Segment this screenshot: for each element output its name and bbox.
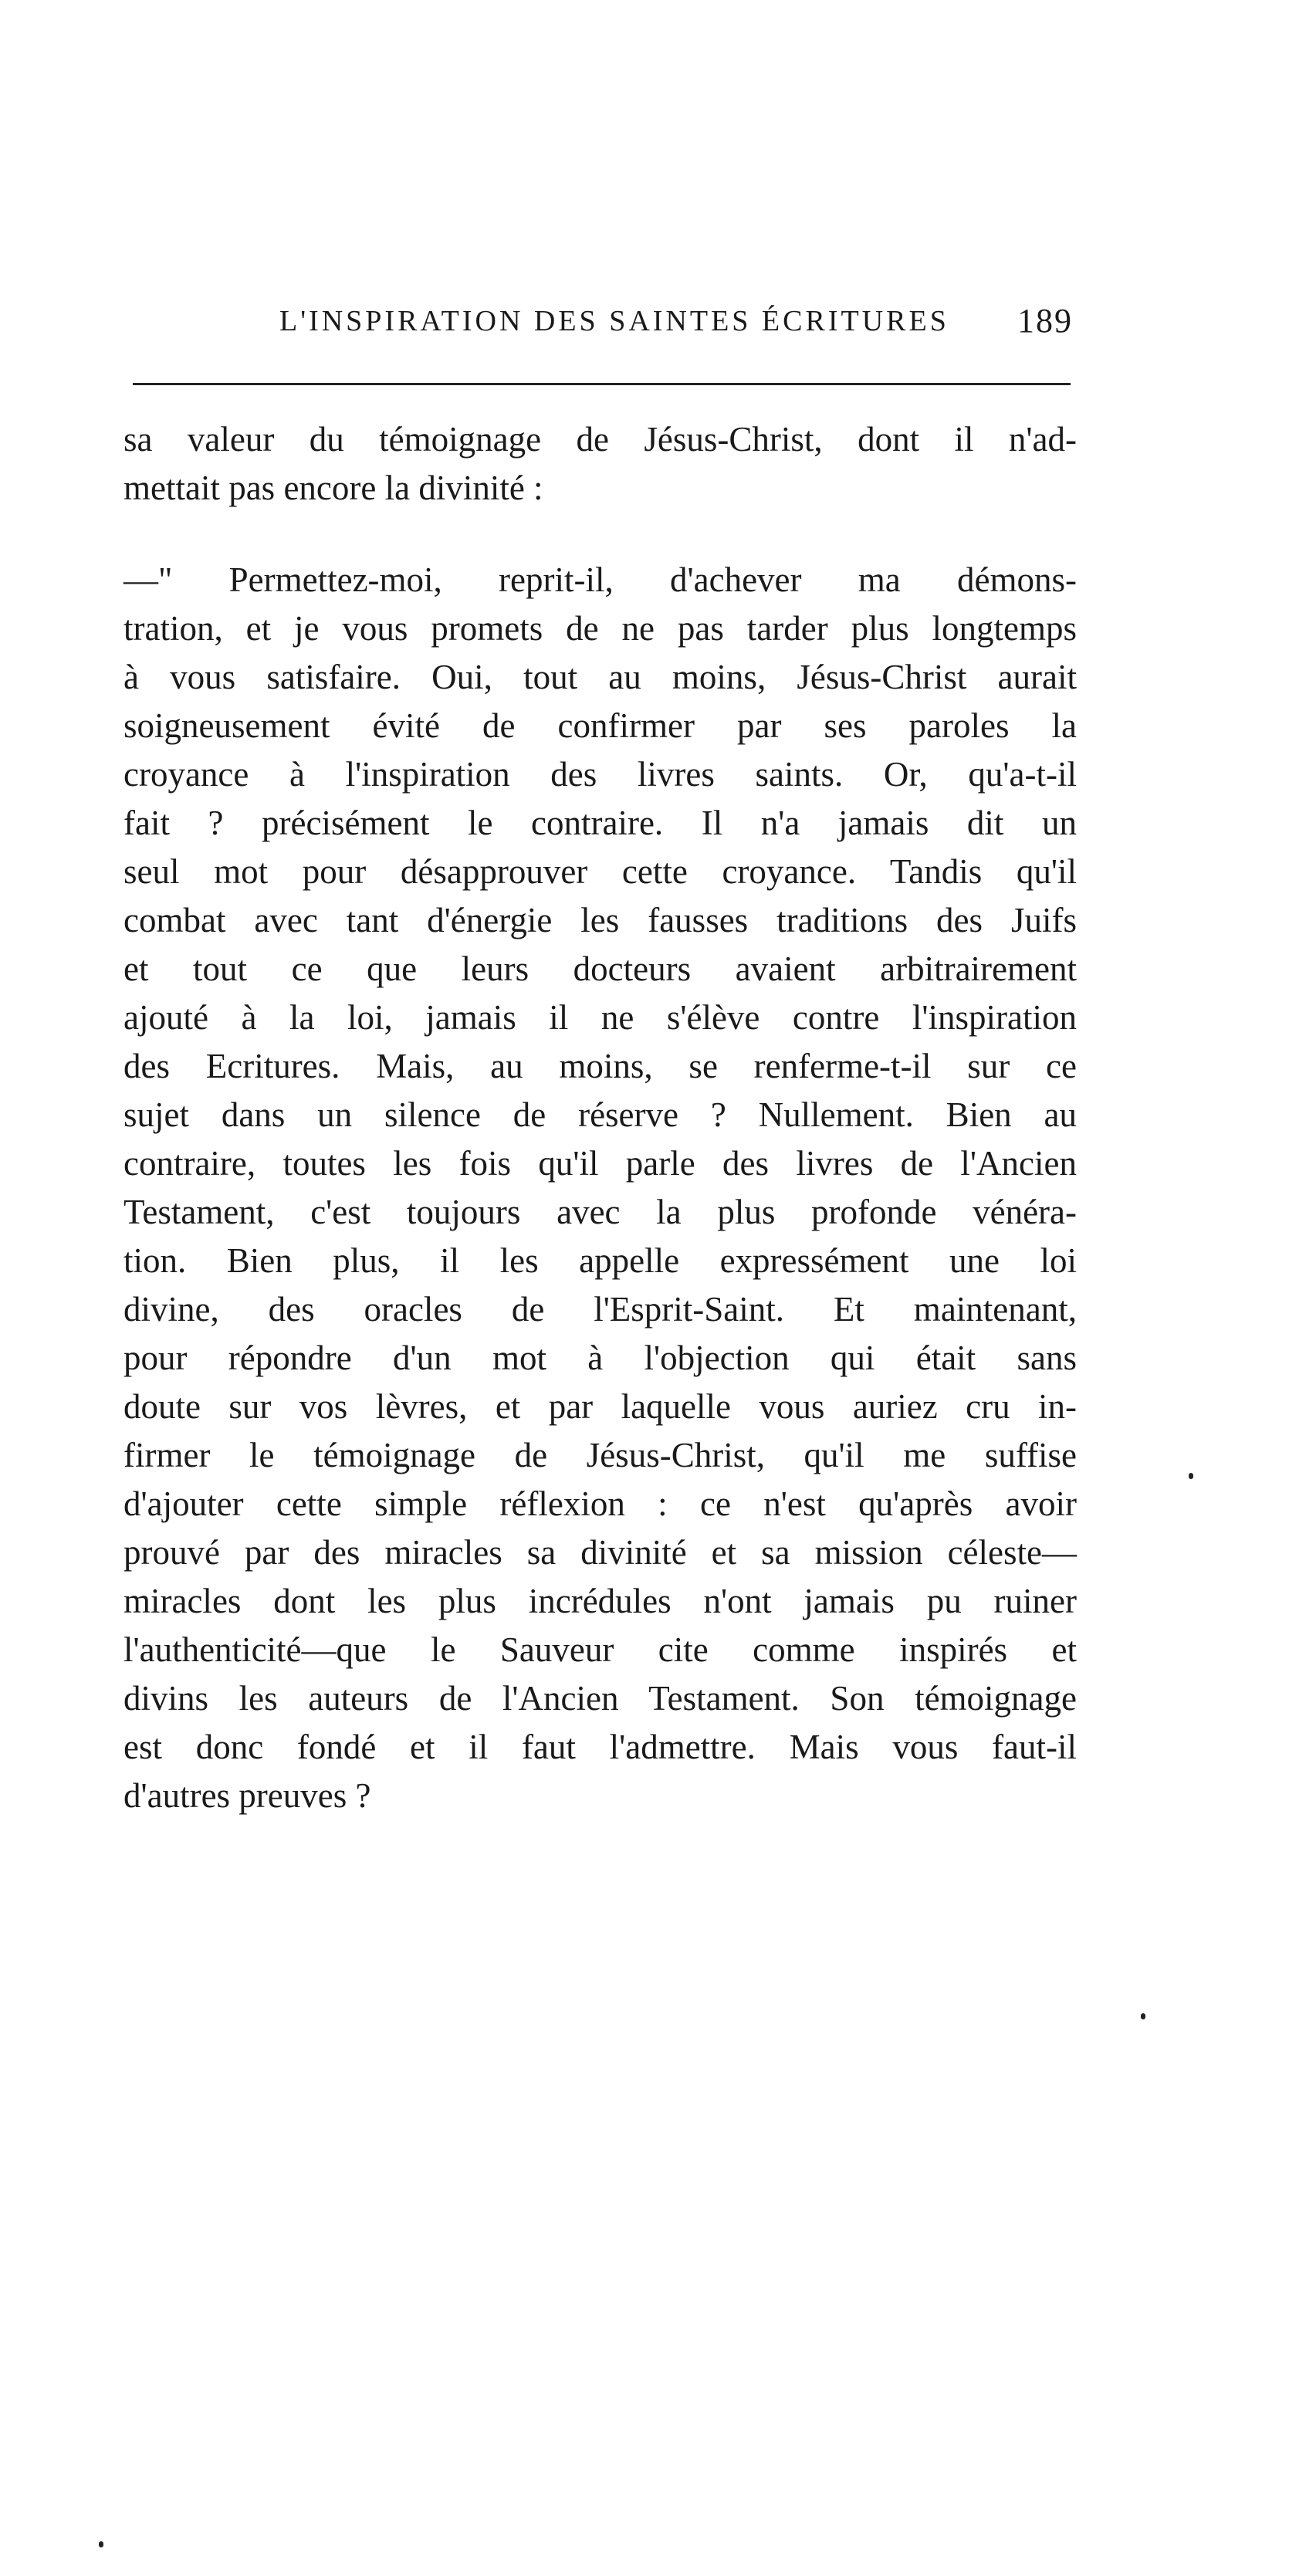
text-line: combat avec tant d'énergie les fausses traditions des Juifs (123, 901, 1077, 939)
text-line: —" Permettez-moi, reprit-il, d'achever ma démons- (123, 560, 1077, 599)
text-line: tration, et je vous promets de ne pas tarder plus longtemps (123, 609, 1077, 648)
text-line: pour répondre d'un mot à l'objection qui était sans (123, 1339, 1077, 1377)
speech-paragraph (123, 556, 1077, 1820)
intro-paragraph (123, 415, 1077, 513)
text-line: soigneusement évité de confirmer par ses paroles la (123, 706, 1077, 745)
running-head (123, 301, 1073, 347)
header-rule (133, 383, 1071, 385)
text-line: sujet dans un silence de réserve ? Nullement. Bien au (123, 1095, 1077, 1134)
text-line: contraire, toutes les fois qu'il parle des livres de l'Ancien (123, 1144, 1077, 1183)
text-line: d'autres preuves ? (123, 1776, 371, 1815)
text-line: ajouté à la loi, jamais il ne s'élève contre l'inspiration (123, 998, 1077, 1037)
text-line: à vous satisfaire. Oui, tout au moins, Jésus-Christ aurait (123, 658, 1077, 696)
text-line: Testament, c'est toujours avec la plus profonde vénéra- (123, 1193, 1077, 1231)
text-line: fait ? précisément le contraire. Il n'a jamais dit un (123, 804, 1077, 842)
text-line: sa valeur du témoignage de Jésus-Christ, dont il n'ad- (123, 420, 1077, 459)
page-number: 189 (1017, 302, 1073, 340)
text-line: croyance à l'inspiration des livres saints. Or, qu'a-t-il (123, 755, 1077, 794)
ink-speck (1141, 2013, 1145, 2019)
text-line: miracles dont les plus incrédules n'ont jamais pu ruiner (123, 1582, 1077, 1620)
text-line: l'authenticité—que le Sauveur cite comme inspirés et (123, 1630, 1077, 1669)
text-line: d'ajouter cette simple réflexion : ce n'est qu'après avoir (123, 1484, 1077, 1523)
text-line: seul mot pour désapprouver cette croyance. Tandis qu'il (123, 852, 1077, 891)
text-line: tion. Bien plus, il les appelle expressément une loi (123, 1241, 1077, 1280)
text-line: et tout ce que leurs docteurs avaient arbitrairement (123, 949, 1077, 988)
text-line: prouvé par des miracles sa divinité et sa mission céleste— (123, 1533, 1077, 1572)
text-line: des Ecritures. Mais, au moins, se renferme-t-il sur ce (123, 1047, 1077, 1085)
running-title: L'INSPIRATION DES SAINTES ÉCRITURES (279, 305, 949, 337)
ink-speck (1189, 1473, 1193, 1479)
text-line: divins les auteurs de l'Ancien Testament. Son témoignage (123, 1679, 1077, 1718)
text-line: est donc fondé et il faut l'admettre. Mais vous faut-il (123, 1728, 1077, 1766)
text-line: mettait pas encore la divinité : (123, 469, 543, 507)
text-line: divine, des oracles de l'Esprit-Saint. Et maintenant, (123, 1290, 1077, 1329)
text-line: firmer le témoignage de Jésus-Christ, qu'il me suffise (123, 1436, 1077, 1474)
text-line: doute sur vos lèvres, et par laquelle vous auriez cru in- (123, 1387, 1077, 1426)
ink-speck (99, 2541, 103, 2547)
